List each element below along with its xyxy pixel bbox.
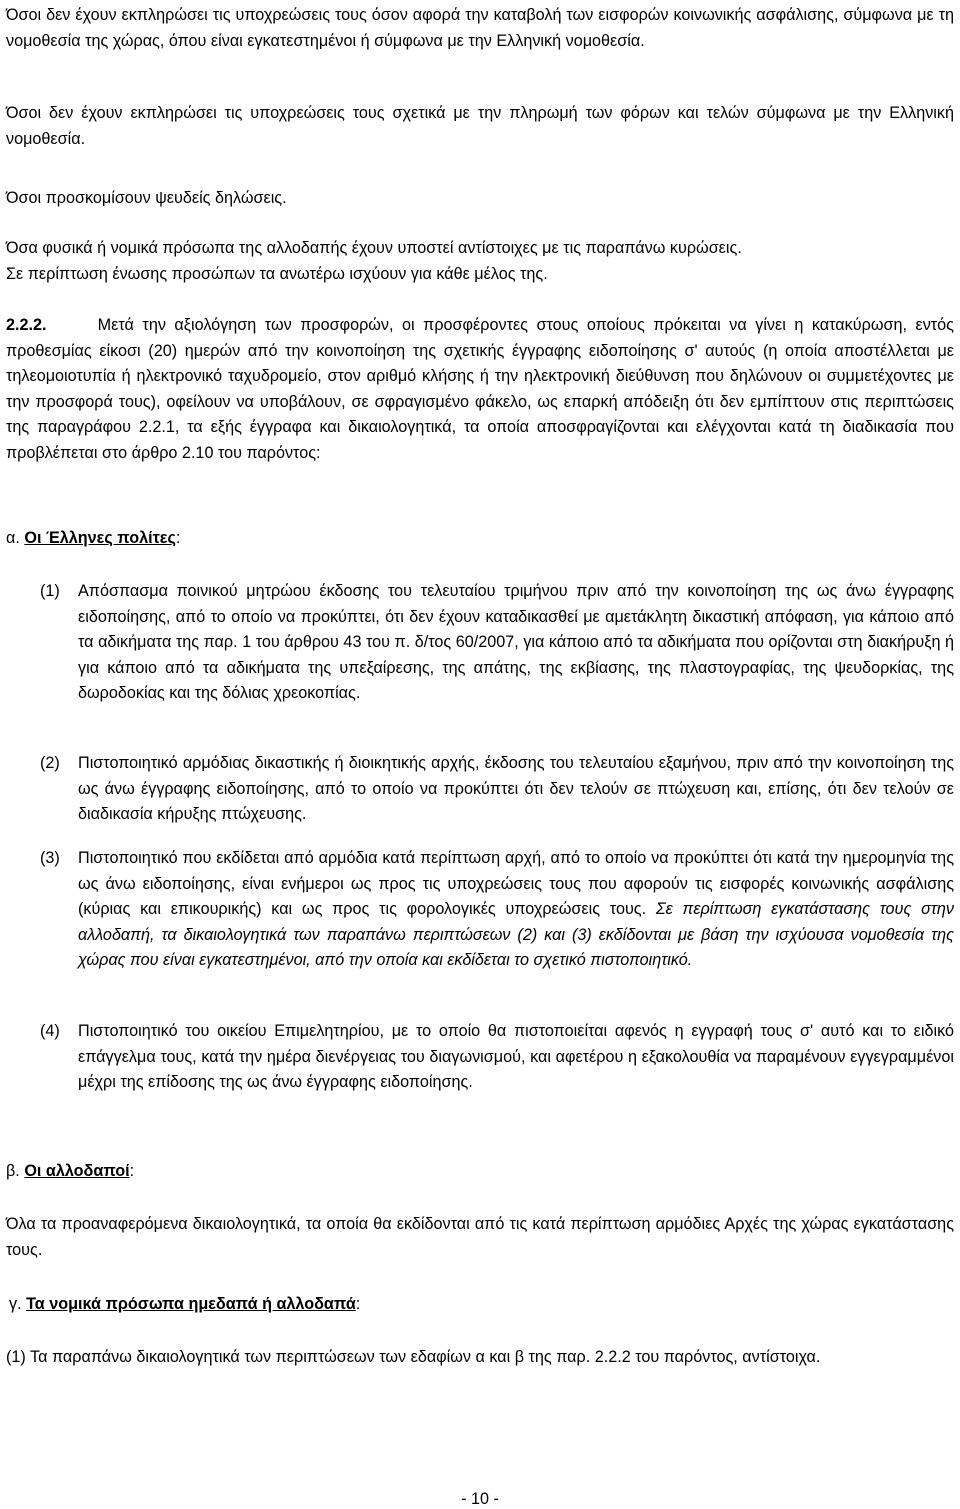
foreigners-heading-colon: :: [129, 1162, 135, 1180]
item-text: Απόσπασμα ποινικού μητρώου έκδοσης του τελευταίου τριμήνου πριν από την κοινοποίηση της ως άνω έγγραφης ειδοποίησης, από το οποίο να προκύπτει, ότι δεν έχουν καταδικασθεί με αμετάκλητη δικαστική απόφαση, για κάποιο από τα αδικήματα της παρ. 1 του άρθρου 43 του π. δ/τος 60/2007, για κάποιο από τα αδικήματα που ορίζονται στη διακήρυξη ή για κάποιο από τα αδικήματα της υπεξαίρεσης, της απάτης, της εκβίασης, της πλαστογραφίας, της ψευδορκίας, της δωροδοκίας και της δόλιας χρεοκοπίας.: [78, 582, 954, 703]
item-label: (1): [40, 582, 60, 600]
legal-heading: [9, 1292, 957, 1318]
intro-paragraph-4: Όσα φυσικά ή νομικά πρόσωπα της αλλοδαπής έχουν υποστεί αντίστοιχες με τις παραπάνω κυρώσεις.: [6, 239, 742, 257]
legal-text: Τα παραπάνω δικαιολογητικά των περιπτώσεων των εδαφίων α και β της παρ. 2.2.2 του παρόντος, αντίστοιχα.: [30, 1348, 821, 1366]
legal-paragraph: [6, 1345, 954, 1371]
item-label: (4): [40, 1022, 60, 1040]
foreigners-heading: [6, 1159, 954, 1185]
item-text: [78, 846, 954, 974]
intro-paragraph-5: Σε περίπτωση ένωσης προσώπων τα ανωτέρω ισχύουν για κάθε μέλος της.: [6, 265, 548, 283]
item-text: Πιστοποιητικό αρμόδιας δικαστικής ή διοικητικής αρχής, έκδοσης του τελευταίου εξαμήνου, πριν από την κοινοποίηση της ως άνω έγγραφης ειδοποίησης, από το οποίο να προκύπτει ότι δεν τελούν σε πτώχευση και, επίσης, ότι δεν τελούν σε διαδικασία κήρυξης πτώχευσης.: [78, 754, 954, 824]
page-number: - 10 -: [461, 1490, 499, 1508]
item-label: (2): [40, 754, 60, 772]
foreigners-heading-text: Οι αλλοδαποί: [24, 1162, 130, 1180]
legal-label: (1): [6, 1348, 26, 1366]
section-number: 2.2.2.: [6, 316, 47, 334]
section-text: Μετά την αξιολόγηση των προσφορών, οι προσφέροντες στους οποίους πρόκειται να γίνει η κατακύρωση, εντός προθεσμίας είκοσι (20) ημερών από την κοινοποίηση της σχετικής έγγραφης ειδοποίησης σ' αυτούς (η οποία αποστέλλεται με τηλεομοιοτυπία ή ηλεκτρονικό ταχυδρομείο, στον αριθμό κλήσης ή την ηλεκτρονική διεύθυνση που δηλώνουν οι συμμετέχοντες με την προσφορά τους), οφείλουν να υποβάλουν, σε σφραγισμένο φάκελο, ως επαρκή απόδειξη ότι δεν εμπίπτουν στις περιπτώσεις της παραγράφου 2.2.1, τα εξής έγγραφα και δικαιολογητικά, τα οποία αποσφραγίζονται και ελέγχονται κατά τη διαδικασία που προβλέπεται στο άρθρο 2.10 του παρόντος:: [6, 316, 954, 462]
greeks-heading-text: Οι Έλληνες πολίτες: [24, 529, 176, 547]
section-paragraph: [6, 313, 954, 467]
intro-paragraph-3: Όσοι προσκομίσουν ψευδείς δηλώσεις.: [6, 189, 287, 207]
legal-heading-colon: :: [355, 1295, 361, 1313]
greeks-prefix: α.: [6, 529, 20, 547]
greeks-heading: [6, 526, 954, 552]
legal-prefix: γ.: [9, 1295, 22, 1313]
intro-paragraph-1: Όσοι δεν έχουν εκπληρώσει τις υποχρεώσεις τους όσον αφορά την καταβολή των εισφορών κοινωνικής ασφάλισης, σύμφωνα με τη νομοθεσία της χώρας, όπου είναι εγκατεστημένοι ή σύμφωνα με την Ελληνική νομοθεσία.: [6, 6, 954, 50]
greeks-heading-colon: :: [175, 529, 181, 547]
item-label: (3): [40, 849, 60, 867]
foreigners-prefix: β.: [6, 1162, 20, 1180]
legal-heading-text: Τα νομικά πρόσωπα ημεδαπά ή αλλοδαπά: [26, 1295, 356, 1313]
foreigners-paragraph: Όλα τα προαναφερόμενα δικαιολογητικά, τα οποία θα εκδίδονται από τις κατά περίπτωση αρμόδιες Αρχές της χώρας εγκατάστασης τους.: [6, 1215, 954, 1259]
item-text-italic: Σε περίπτωση εγκατάστασης τους στην αλλοδαπή, τα δικαιολογητικά των παραπάνω περιπτώσεων (2) και (3) εκδίδονται με βάση την ισχύουσα νομοθεσία της χώρας που είναι εγκατεστημένοι, από την οποία και εκδίδεται το σχετικό πιστοποιητικό.: [78, 900, 954, 970]
intro-paragraph-2: Όσοι δεν έχουν εκπληρώσει τις υποχρεώσεις τους σχετικά με την πληρωμή των φόρων και τελών σύμφωνα με την Ελληνική νομοθεσία.: [6, 104, 954, 148]
item-text: Πιστοποιητικό του οικείου Επιμελητηρίου, με το οποίο θα πιστοποιείται αφενός η εγγραφή τους σ' αυτό και το ειδικό επάγγελμα τους, κατά την ημέρα διενέργειας του διαγωνισμού, και αφετέρου η εξακολουθία να παραμένουν εγγεγραμμένοι μέχρι της επίδοσης της ως άνω έγγραφης ειδοποίησης.: [78, 1022, 954, 1092]
item-text-regular: Πιστοποιητικό που εκδίδεται από αρμόδια κατά περίπτωση αρχή, από το οποίο να προκύπτει ότι κατά την ημερομηνία της ως άνω ειδοποίησης, είναι ενήμεροι ως προς τις υποχρεώσεις τους που αφορούν τις εισφορές κοινωνικής ασφάλισης (κύριας και επικουρικής) και ως προς τις φορολογικές υποχρεώσεις τους.: [78, 849, 954, 919]
